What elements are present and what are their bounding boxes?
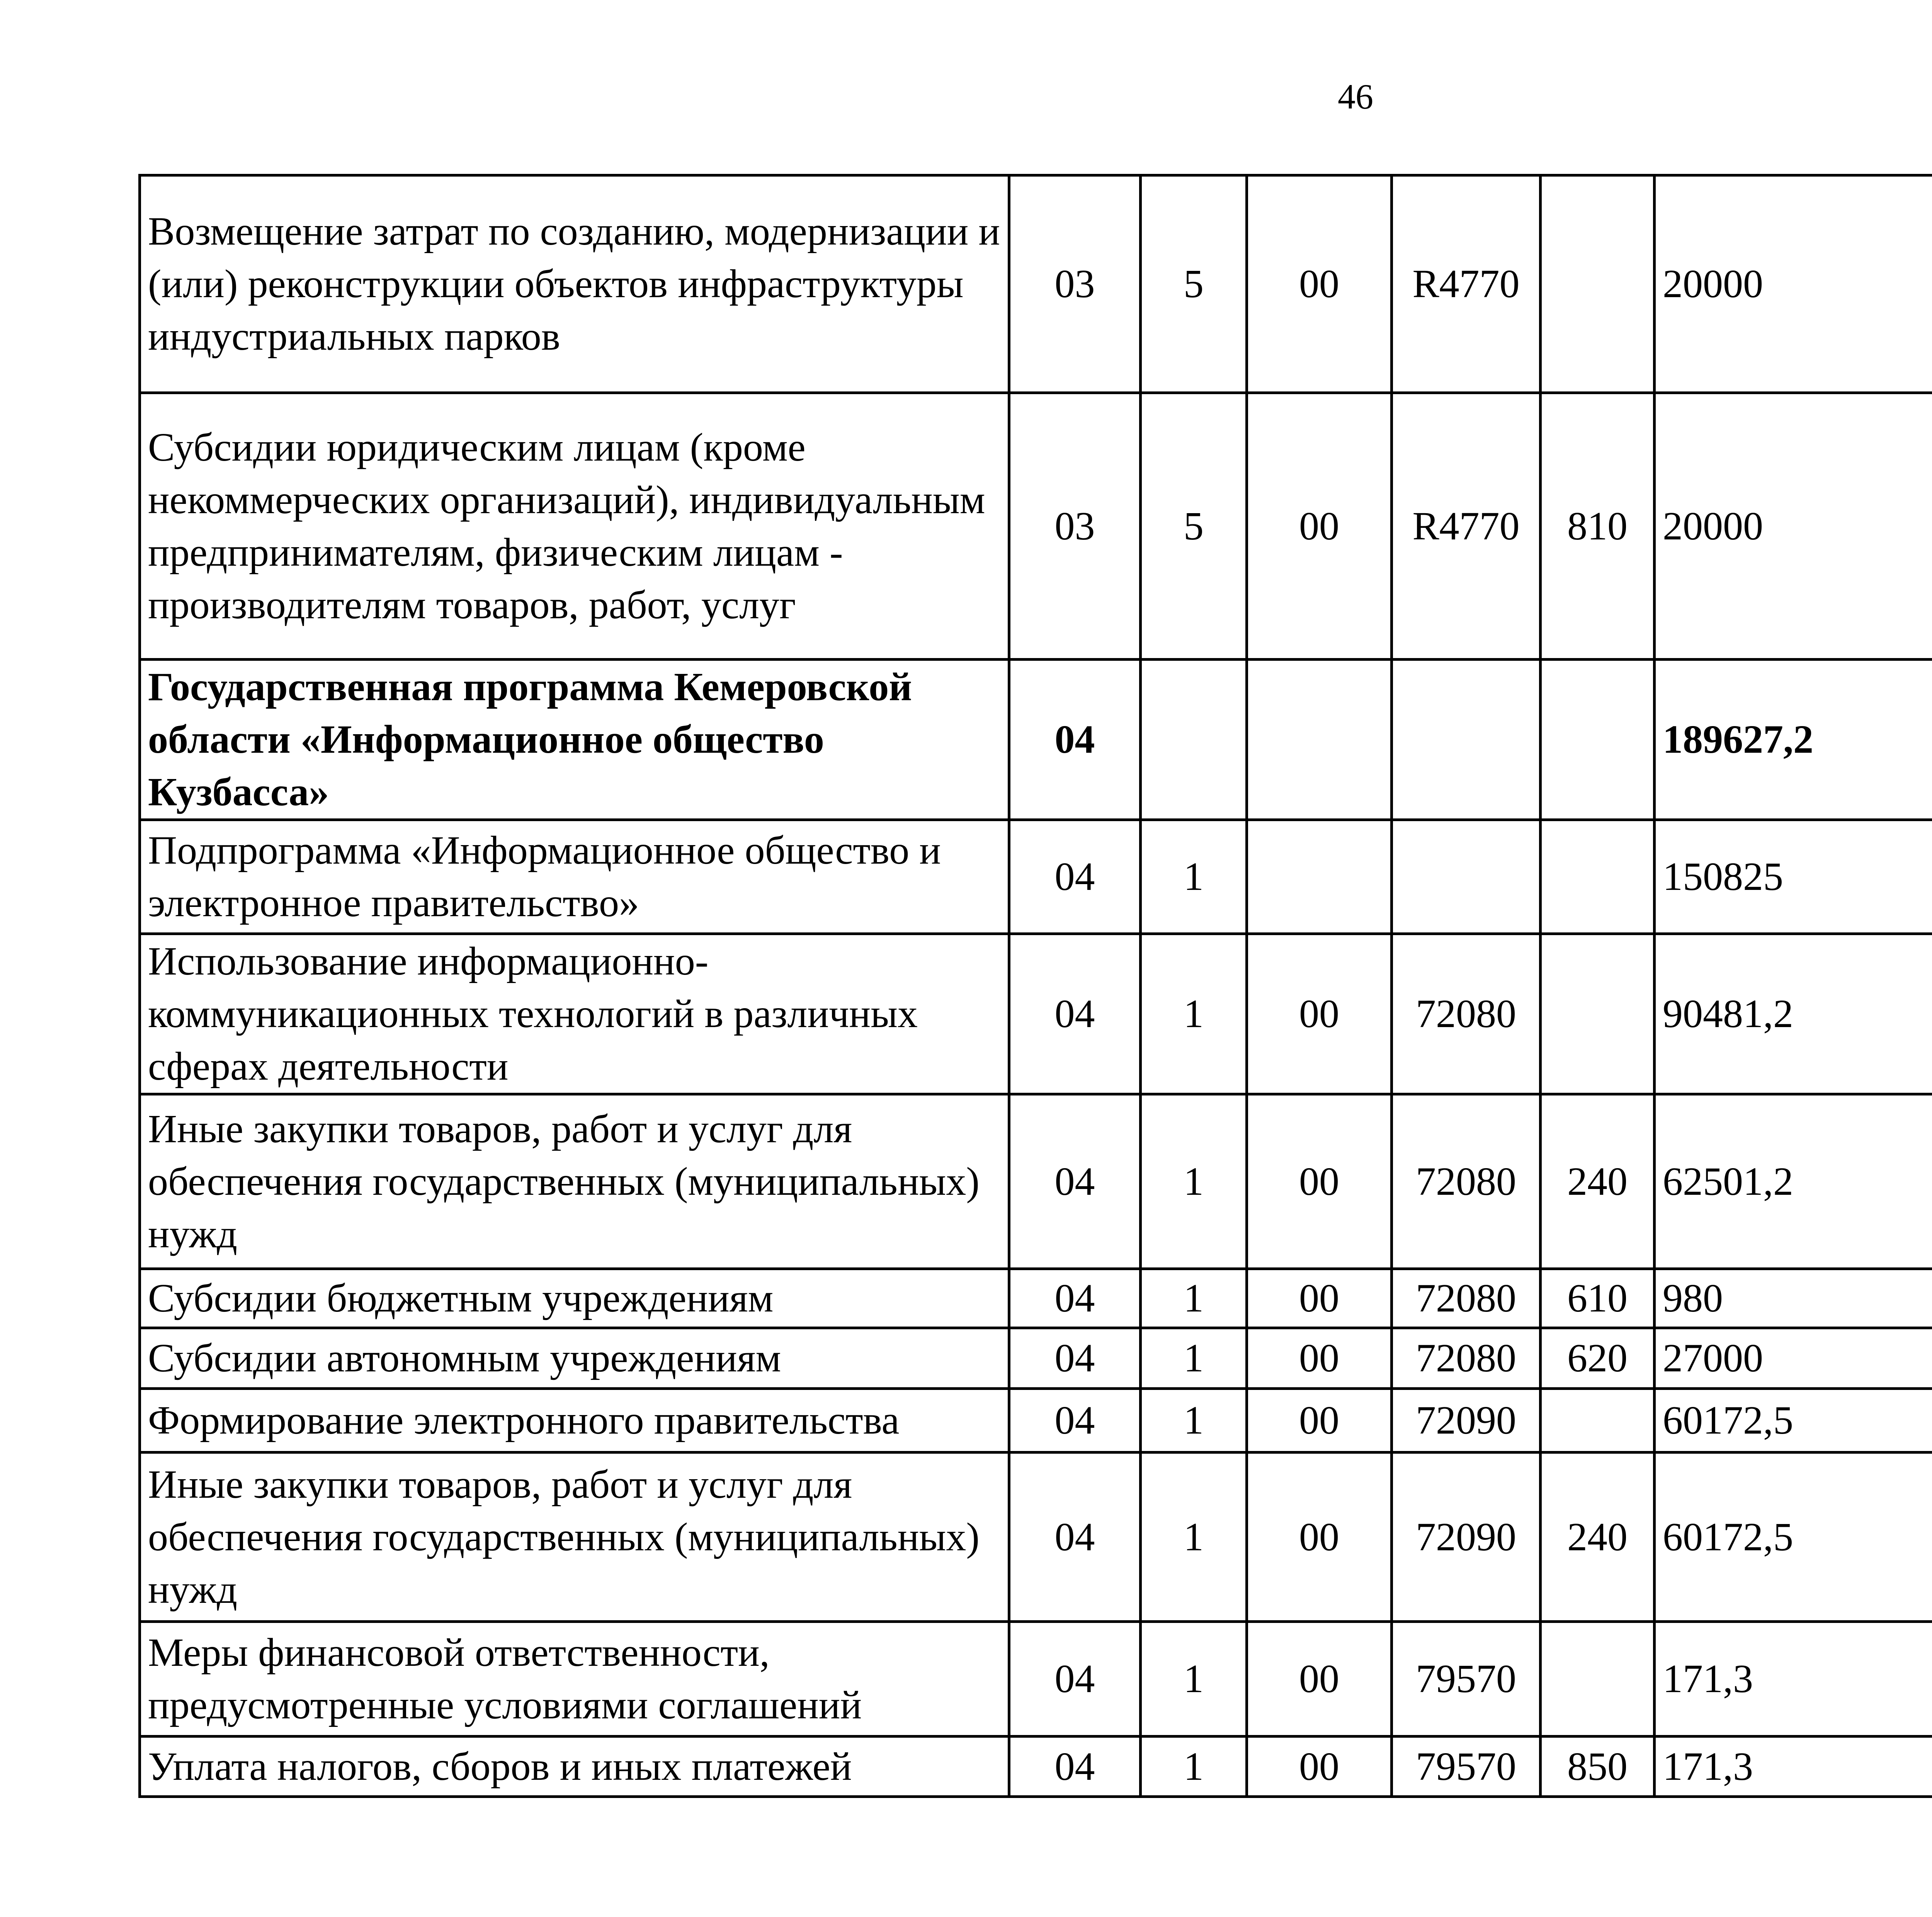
subprogram-code: 1 (1141, 1622, 1247, 1737)
budget-table (138, 174, 1932, 1798)
main-event-code: 00 (1247, 1389, 1392, 1453)
program-code: 04 (1009, 1737, 1141, 1797)
row-name: Субсидии юридическим лицам (кроме некоммерческих организаций), индивидуальным предпринимателям, физическим лицам - производителям товаров, работ, услуг (140, 393, 1009, 660)
row-name: Уплата налогов, сборов и иных платежей (140, 1737, 1009, 1797)
main-event-code: 00 (1247, 393, 1392, 660)
direction-code: 72080 (1392, 1328, 1541, 1389)
row-name: Государственная программа Кемеровской области «Информационное общество Кузбасса» (140, 660, 1009, 820)
program-code: 04 (1009, 660, 1141, 820)
main-event-code (1247, 820, 1392, 934)
amount-year-1: 20000 (1655, 175, 1932, 393)
amount-year-1: 27000 (1655, 1328, 1932, 1389)
amount-year-1: 62501,2 (1655, 1094, 1932, 1269)
expense-type-code (1541, 820, 1655, 934)
subprogram-code: 1 (1141, 1453, 1247, 1622)
program-code: 04 (1009, 1453, 1141, 1622)
main-event-code: 00 (1247, 1453, 1392, 1622)
row-name: Субсидии автономным учреждениям (140, 1328, 1009, 1389)
direction-code: R4770 (1392, 175, 1541, 393)
row-name: Подпрограмма «Информационное общество и электронное правительство» (140, 820, 1009, 934)
direction-code: 72080 (1392, 934, 1541, 1094)
subprogram-code: 1 (1141, 1328, 1247, 1389)
subprogram-code: 1 (1141, 1094, 1247, 1269)
subprogram-code: 1 (1141, 934, 1247, 1094)
amount-year-1: 189627,2 (1655, 660, 1932, 820)
direction-code: 79570 (1392, 1737, 1541, 1797)
main-event-code: 00 (1247, 1737, 1392, 1797)
direction-code: R4770 (1392, 393, 1541, 660)
amount-year-1: 20000 (1655, 393, 1932, 660)
amount-year-1: 171,3 (1655, 1737, 1932, 1797)
direction-code: 79570 (1392, 1622, 1541, 1737)
subprogram-code: 1 (1141, 1389, 1247, 1453)
direction-code (1392, 660, 1541, 820)
program-code: 04 (1009, 1389, 1141, 1453)
subprogram-code: 5 (1141, 393, 1247, 660)
program-code: 04 (1009, 1328, 1141, 1389)
program-code: 03 (1009, 175, 1141, 393)
table-row (140, 660, 1932, 820)
subprogram-code: 1 (1141, 1737, 1247, 1797)
program-code: 03 (1009, 393, 1141, 660)
table-row (140, 1622, 1932, 1737)
main-event-code: 00 (1247, 934, 1392, 1094)
amount-year-1: 90481,2 (1655, 934, 1932, 1094)
expense-type-code (1541, 1389, 1655, 1453)
table-row (140, 934, 1932, 1094)
expense-type-code: 620 (1541, 1328, 1655, 1389)
expense-type-code (1541, 660, 1655, 820)
table-row (140, 1737, 1932, 1797)
table-row (140, 1389, 1932, 1453)
program-code: 04 (1009, 934, 1141, 1094)
direction-code: 72090 (1392, 1453, 1541, 1622)
main-event-code (1247, 660, 1392, 820)
direction-code: 72080 (1392, 1094, 1541, 1269)
page-number: 46 (1338, 77, 1373, 116)
row-name: Возмещение затрат по созданию, модернизации и (или) реконструкции объектов инфраструктуры индустриальных парков (140, 175, 1009, 393)
subprogram-code: 1 (1141, 820, 1247, 934)
table-row (140, 1453, 1932, 1622)
amount-year-1: 150825 (1655, 820, 1932, 934)
program-code: 04 (1009, 1622, 1141, 1737)
expense-type-code: 610 (1541, 1269, 1655, 1328)
program-code: 04 (1009, 1269, 1141, 1328)
table-row (140, 1328, 1932, 1389)
program-code: 04 (1009, 1094, 1141, 1269)
amount-year-1: 60172,5 (1655, 1453, 1932, 1622)
expense-type-code: 810 (1541, 393, 1655, 660)
expense-type-code (1541, 934, 1655, 1094)
expense-type-code: 240 (1541, 1094, 1655, 1269)
row-name: Формирование электронного правительства (140, 1389, 1009, 1453)
amount-year-1: 171,3 (1655, 1622, 1932, 1737)
row-name: Субсидии бюджетным учреждениям (140, 1269, 1009, 1328)
table-row (140, 1094, 1932, 1269)
row-name: Иные закупки товаров, работ и услуг для обеспечения государственных (муниципальных) нужд (140, 1094, 1009, 1269)
row-name: Иные закупки товаров, работ и услуг для обеспечения государственных (муниципальных) нужд (140, 1453, 1009, 1622)
expense-type-code (1541, 1622, 1655, 1737)
main-event-code: 00 (1247, 1328, 1392, 1389)
subprogram-code: 5 (1141, 175, 1247, 393)
row-name: Использование информационно-коммуникационных технологий в различных сферах деятельности (140, 934, 1009, 1094)
main-event-code: 00 (1247, 1622, 1392, 1737)
table-row (140, 175, 1932, 393)
table-row (140, 393, 1932, 660)
main-event-code: 00 (1247, 1094, 1392, 1269)
main-event-code: 00 (1247, 1269, 1392, 1328)
table-row (140, 820, 1932, 934)
amount-year-1: 60172,5 (1655, 1389, 1932, 1453)
row-name: Меры финансовой ответственности, предусмотренные условиями соглашений (140, 1622, 1009, 1737)
direction-code: 72080 (1392, 1269, 1541, 1328)
direction-code (1392, 820, 1541, 934)
subprogram-code: 1 (1141, 1269, 1247, 1328)
subprogram-code (1141, 660, 1247, 820)
table-row (140, 1269, 1932, 1328)
amount-year-1: 980 (1655, 1269, 1932, 1328)
expense-type-code: 850 (1541, 1737, 1655, 1797)
program-code: 04 (1009, 820, 1141, 934)
direction-code: 72090 (1392, 1389, 1541, 1453)
expense-type-code: 240 (1541, 1453, 1655, 1622)
expense-type-code (1541, 175, 1655, 393)
main-event-code: 00 (1247, 175, 1392, 393)
